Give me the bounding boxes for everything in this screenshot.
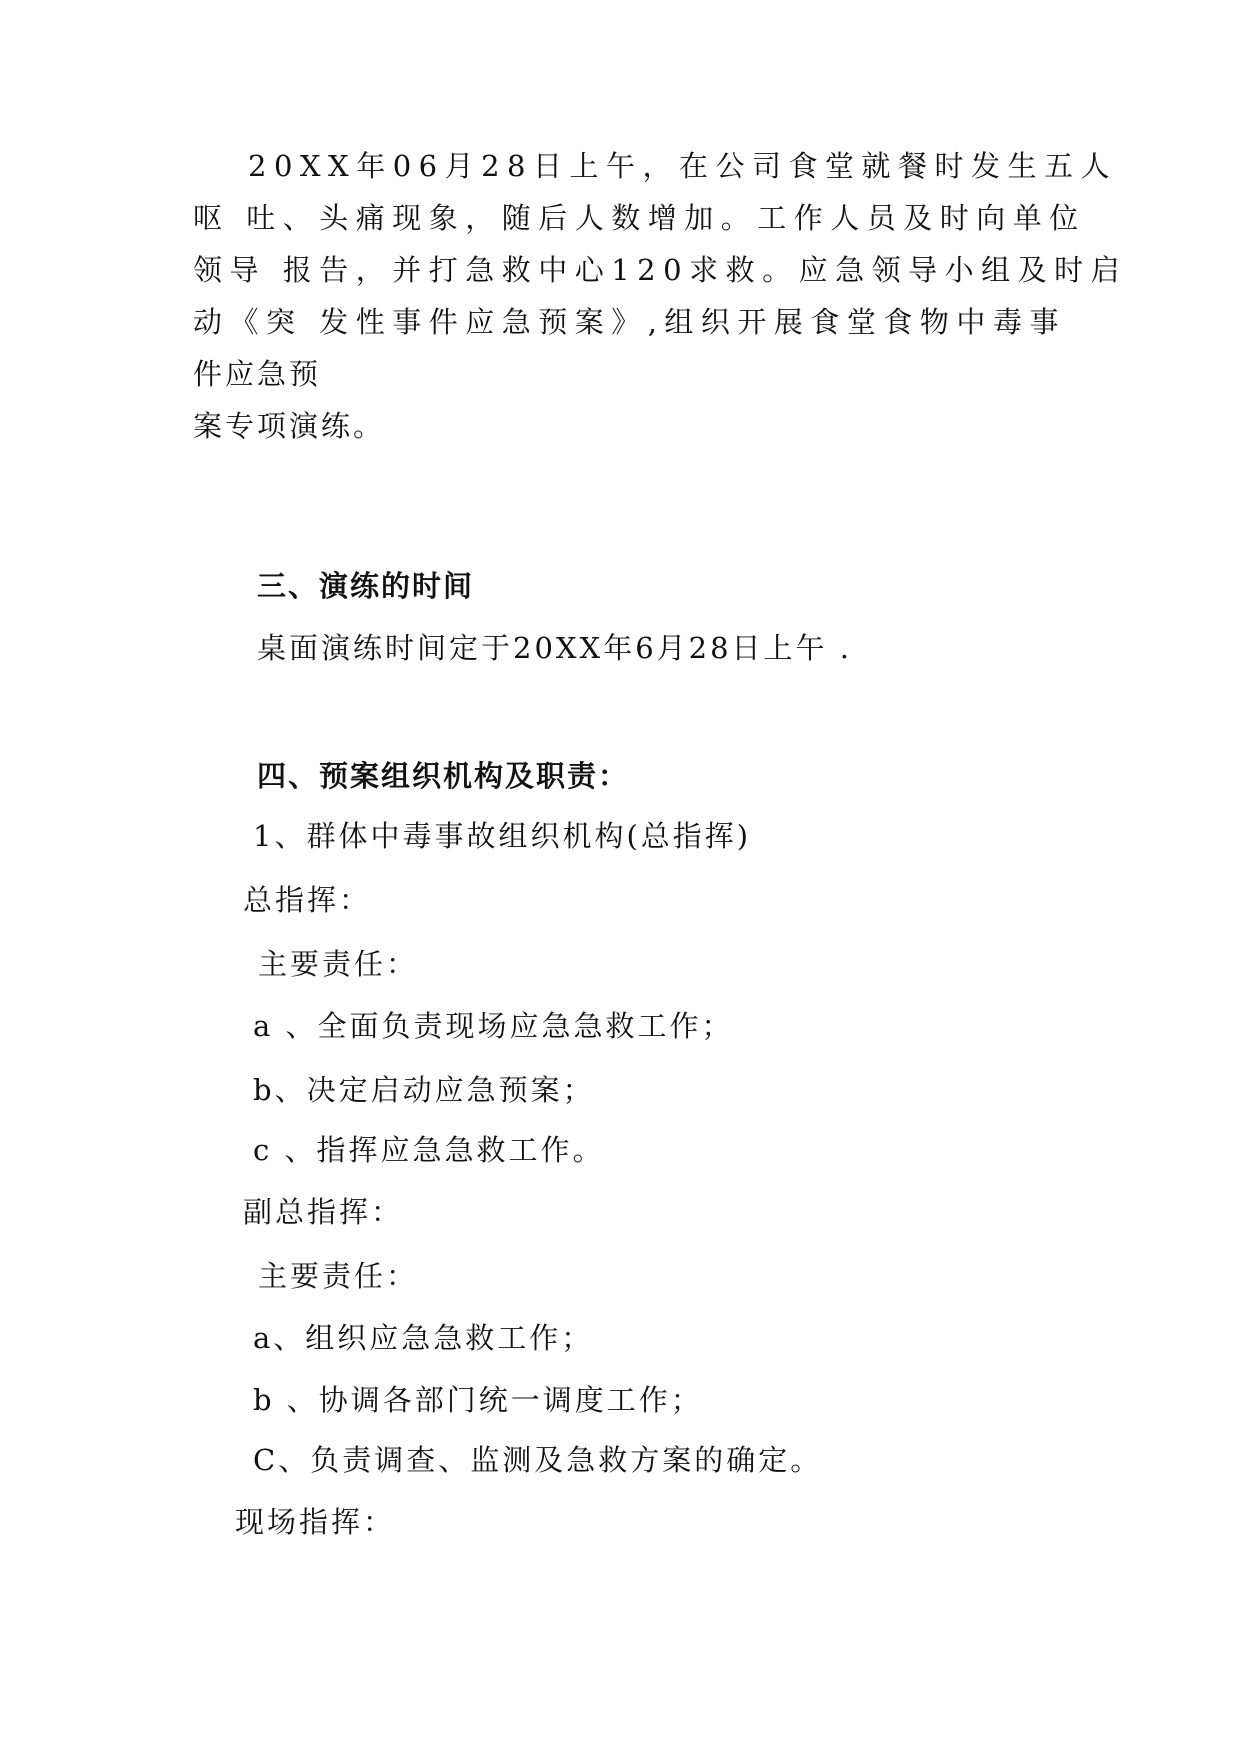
duty-item: c 、指挥应急急救工作。 [253, 1133, 605, 1167]
role-title-deputy: 副总指挥： [243, 1195, 404, 1229]
section4-subheading: 1、群体中毒事故组织机构(总指挥) [253, 819, 752, 853]
duty-item: b、决定启动应急预案； [253, 1073, 595, 1107]
intro-line-6: 案专项演练。 [193, 409, 386, 443]
intro-line-1: 20XX年06月28日上午，在公司食堂就餐时发生五人 [248, 149, 1117, 183]
role-title-chief: 总指挥： [243, 883, 372, 917]
role-duty-label-chief: 主要责任： [258, 947, 419, 981]
duty-item: a 、全面负责现场应急急救工作； [253, 1009, 734, 1043]
section3-text: 桌面演练时间定于20XX年6月28日上午 . [257, 631, 852, 665]
duty-item: C、负责调查、监测及急救方案的确定。 [253, 1443, 823, 1477]
duty-item: b 、协调各部门统一调度工作； [253, 1383, 703, 1417]
duty-item: a、组织应急急救工作； [253, 1321, 594, 1355]
section3-heading: 三、演练的时间 [257, 569, 475, 603]
role-duty-label-deputy: 主要责任： [258, 1259, 419, 1293]
intro-line-3: 领导 报告，并打急救中心120求救。应急领导小组及时启 [193, 253, 1128, 287]
section4-heading: 四、预案组织机构及职责： [257, 759, 630, 793]
intro-line-4: 动《突 发性事件应急预案》,组织开展食堂食物中毒事 [193, 305, 1066, 339]
intro-line-5: 件应急预 [193, 357, 322, 391]
intro-line-2: 呕 吐、头痛现象，随后人数增加。工作人员及时向单位 [193, 201, 1086, 235]
role-title-site: 现场指挥： [235, 1505, 396, 1539]
